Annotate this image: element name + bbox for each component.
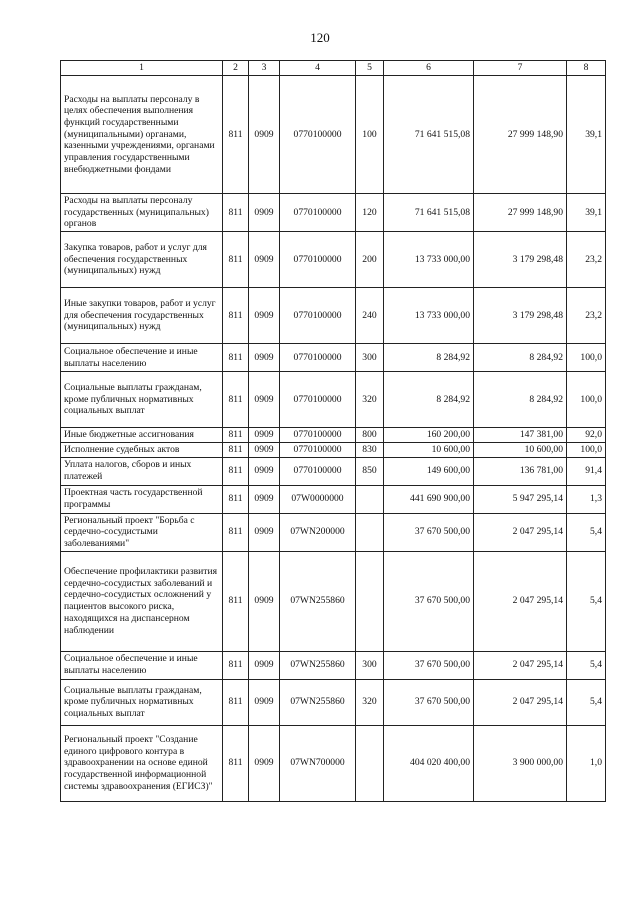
- section-code: 0909: [249, 442, 280, 457]
- executed-amount: 136 781,00: [474, 457, 567, 485]
- admin-code: 811: [223, 485, 249, 513]
- expense-type: 200: [356, 232, 384, 288]
- section-code: 0909: [249, 551, 280, 651]
- expense-type: [356, 485, 384, 513]
- section-code: 0909: [249, 344, 280, 372]
- admin-code: 811: [223, 725, 249, 801]
- table-row: [61, 442, 606, 457]
- executed-amount: 147 381,00: [474, 428, 567, 443]
- section-code: 0909: [249, 651, 280, 679]
- row-name: Социальные выплаты гражданам, кроме публичных нормативных социальных выплат: [61, 679, 223, 725]
- admin-code: 811: [223, 651, 249, 679]
- execution-percent: 92,0: [567, 428, 606, 443]
- executed-amount: 27 999 148,90: [474, 194, 567, 232]
- section-code: 0909: [249, 428, 280, 443]
- row-name: Социальные выплаты гражданам, кроме публичных нормативных социальных выплат: [61, 372, 223, 428]
- row-name: Проектная часть государственной программы: [61, 485, 223, 513]
- table-row: [61, 288, 606, 344]
- admin-code: 811: [223, 457, 249, 485]
- executed-amount: 2 047 295,14: [474, 551, 567, 651]
- header-cell: 6: [384, 61, 474, 76]
- execution-percent: 39,1: [567, 76, 606, 194]
- section-code: 0909: [249, 725, 280, 801]
- target-code: 0770100000: [280, 194, 356, 232]
- executed-amount: 10 600,00: [474, 442, 567, 457]
- section-code: 0909: [249, 485, 280, 513]
- executed-amount: 3 900 000,00: [474, 725, 567, 801]
- table-row: [61, 651, 606, 679]
- section-code: 0909: [249, 288, 280, 344]
- section-code: 0909: [249, 372, 280, 428]
- target-code: 07WN255860: [280, 651, 356, 679]
- section-code: 0909: [249, 513, 280, 551]
- row-name: Иные бюджетные ассигнования: [61, 428, 223, 443]
- execution-percent: 23,2: [567, 288, 606, 344]
- executed-amount: 3 179 298,48: [474, 288, 567, 344]
- admin-code: 811: [223, 194, 249, 232]
- header-cell: 3: [249, 61, 280, 76]
- planned-amount: 71 641 515,08: [384, 76, 474, 194]
- admin-code: 811: [223, 428, 249, 443]
- executed-amount: 27 999 148,90: [474, 76, 567, 194]
- page-number: 120: [310, 30, 330, 45]
- table-row: [61, 551, 606, 651]
- expense-type: 850: [356, 457, 384, 485]
- section-code: 0909: [249, 457, 280, 485]
- planned-amount: 37 670 500,00: [384, 551, 474, 651]
- table-body: [61, 76, 606, 802]
- executed-amount: 3 179 298,48: [474, 232, 567, 288]
- row-name: Региональный проект "Создание единого цифрового контура в здравоохранении на основе единой государственной информационной системы здравоохранения (ЕГИСЗ)": [61, 725, 223, 801]
- target-code: 0770100000: [280, 428, 356, 443]
- target-code: 0770100000: [280, 457, 356, 485]
- table-row: [61, 485, 606, 513]
- planned-amount: 8 284,92: [384, 372, 474, 428]
- table-row: [61, 344, 606, 372]
- header-cell: 1: [61, 61, 223, 76]
- execution-percent: 5,4: [567, 651, 606, 679]
- row-name: Социальное обеспечение и иные выплаты населению: [61, 344, 223, 372]
- planned-amount: 10 600,00: [384, 442, 474, 457]
- planned-amount: 441 690 900,00: [384, 485, 474, 513]
- admin-code: 811: [223, 76, 249, 194]
- target-code: 0770100000: [280, 344, 356, 372]
- target-code: 0770100000: [280, 442, 356, 457]
- expense-type: 320: [356, 372, 384, 428]
- target-code: 0770100000: [280, 76, 356, 194]
- admin-code: 811: [223, 442, 249, 457]
- header-cell: 2: [223, 61, 249, 76]
- planned-amount: 13 733 000,00: [384, 232, 474, 288]
- execution-percent: 100,0: [567, 442, 606, 457]
- row-name: Закупка товаров, работ и услуг для обеспечения государственных (муниципальных) нужд: [61, 232, 223, 288]
- expense-type: 100: [356, 76, 384, 194]
- row-name: Обеспечение профилактики развития сердечно-сосудистых заболеваний и сердечно-сосудистых осложнений у пациентов высокого риска, находящихся на диспансерном наблюдении: [61, 551, 223, 651]
- admin-code: 811: [223, 679, 249, 725]
- header-cell: 5: [356, 61, 384, 76]
- section-code: 0909: [249, 194, 280, 232]
- admin-code: 811: [223, 288, 249, 344]
- execution-percent: 100,0: [567, 344, 606, 372]
- header-cell: 4: [280, 61, 356, 76]
- header-cell: 8: [567, 61, 606, 76]
- target-code: 0770100000: [280, 232, 356, 288]
- table-row: [61, 428, 606, 443]
- target-code: 07WN700000: [280, 725, 356, 801]
- section-code: 0909: [249, 232, 280, 288]
- header-row: [61, 61, 606, 76]
- planned-amount: 8 284,92: [384, 344, 474, 372]
- target-code: 0770100000: [280, 372, 356, 428]
- expense-type: 830: [356, 442, 384, 457]
- header-cell: 7: [474, 61, 567, 76]
- expense-type: [356, 725, 384, 801]
- executed-amount: 2 047 295,14: [474, 513, 567, 551]
- target-code: 07WN255860: [280, 551, 356, 651]
- planned-amount: 37 670 500,00: [384, 513, 474, 551]
- executed-amount: 8 284,92: [474, 344, 567, 372]
- execution-percent: 1,3: [567, 485, 606, 513]
- expense-type: 300: [356, 344, 384, 372]
- table-row: [61, 513, 606, 551]
- planned-amount: 149 600,00: [384, 457, 474, 485]
- expense-type: 800: [356, 428, 384, 443]
- executed-amount: 2 047 295,14: [474, 651, 567, 679]
- target-code: 07W0000000: [280, 485, 356, 513]
- execution-percent: 1,0: [567, 725, 606, 801]
- section-code: 0909: [249, 76, 280, 194]
- table-row: [61, 725, 606, 801]
- execution-percent: 5,4: [567, 551, 606, 651]
- admin-code: 811: [223, 551, 249, 651]
- row-name: Расходы на выплаты персоналу в целях обеспечения выполнения функций государственными (муниципальными) органами, казенными учреждениями, органами управления государственными внебюджетными фондами: [61, 76, 223, 194]
- row-name: Социальное обеспечение и иные выплаты населению: [61, 651, 223, 679]
- expense-type: 240: [356, 288, 384, 344]
- expense-type: 300: [356, 651, 384, 679]
- planned-amount: 71 641 515,08: [384, 194, 474, 232]
- expense-type: [356, 551, 384, 651]
- expense-type: 320: [356, 679, 384, 725]
- table-row: [61, 194, 606, 232]
- execution-percent: 5,4: [567, 513, 606, 551]
- target-code: 07WN255860: [280, 679, 356, 725]
- execution-percent: 91,4: [567, 457, 606, 485]
- table-row: [61, 679, 606, 725]
- table-row: [61, 76, 606, 194]
- execution-percent: 39,1: [567, 194, 606, 232]
- table-row: [61, 457, 606, 485]
- executed-amount: 2 047 295,14: [474, 679, 567, 725]
- admin-code: 811: [223, 232, 249, 288]
- expense-type: [356, 513, 384, 551]
- admin-code: 811: [223, 372, 249, 428]
- planned-amount: 13 733 000,00: [384, 288, 474, 344]
- row-name: Иные закупки товаров, работ и услуг для обеспечения государственных (муниципальных) нужд: [61, 288, 223, 344]
- planned-amount: 160 200,00: [384, 428, 474, 443]
- execution-percent: 5,4: [567, 679, 606, 725]
- section-code: 0909: [249, 679, 280, 725]
- admin-code: 811: [223, 344, 249, 372]
- planned-amount: 37 670 500,00: [384, 679, 474, 725]
- execution-percent: 100,0: [567, 372, 606, 428]
- table-row: [61, 232, 606, 288]
- executed-amount: 8 284,92: [474, 372, 567, 428]
- budget-table: [60, 60, 606, 802]
- row-name: Уплата налогов, сборов и иных платежей: [61, 457, 223, 485]
- planned-amount: 37 670 500,00: [384, 651, 474, 679]
- admin-code: 811: [223, 513, 249, 551]
- execution-percent: 23,2: [567, 232, 606, 288]
- planned-amount: 404 020 400,00: [384, 725, 474, 801]
- table-row: [61, 372, 606, 428]
- row-name: Расходы на выплаты персоналу государственных (муниципальных) органов: [61, 194, 223, 232]
- target-code: 07WN200000: [280, 513, 356, 551]
- expense-type: 120: [356, 194, 384, 232]
- executed-amount: 5 947 295,14: [474, 485, 567, 513]
- target-code: 0770100000: [280, 288, 356, 344]
- row-name: Региональный проект "Борьба с сердечно-сосудистыми заболеваниями": [61, 513, 223, 551]
- row-name: Исполнение судебных актов: [61, 442, 223, 457]
